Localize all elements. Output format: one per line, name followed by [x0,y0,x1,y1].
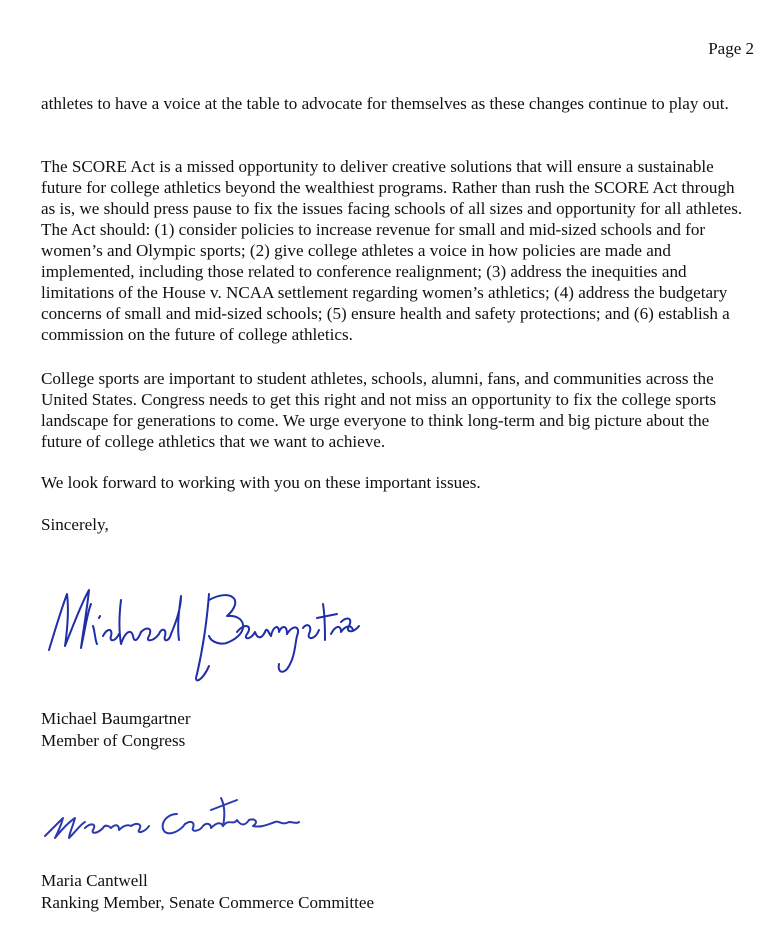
signature-1-image [41,570,361,700]
sign-off: Sincerely, [41,515,109,534]
page-number: Page 2 [708,39,754,58]
signature-michael-baumgartner [41,570,361,700]
paragraph-closing: We look forward to working with you on these important issues. [41,473,481,492]
paragraph-athletes-voice: athletes to have a voice at the table to advocate for themselves as these changes continue to play out. [41,94,729,113]
paragraph-college-sports: College sports are important to student athletes, schools, alumni, fans, and communities across the United States. Congress needs to get this right and not miss an opportunity to fix the college sports landscape for generations to come. We urge everyone to think long-term and big picture about the future of college athletics that we want to achieve. [41,369,717,451]
signatory-2-title: Ranking Member, Senate Commerce Committee [41,893,375,912]
signatory-1-title: Member of Congress [41,731,186,750]
signature-maria-cantwell [41,792,301,852]
signatory-1-name: Michael Baumgartner [41,709,191,728]
signatory-2-name: Maria Cantwell [41,871,148,890]
paragraph-score-act: The SCORE Act is a missed opportunity to deliver creative solutions that will ensure a sustainable future for college athletics beyond the wealthiest programs. Rather than rush the SCORE Act through as is, we should press pause to fix the issues facing schools of all sizes and opportunity for all athletes. The Act should: (1) consider policies to increase revenue for small and mid-sized schools and for women’s and Olympic sports; (2) give college athletes a voice in how policies are made and implemented, including those related to conference realignment; (3) address the inequities and limitations of the House v. NCAA settlement regarding women’s athletics; (4) address the budgetary concerns of small and mid-sized schools; (5) ensure health and safety protections; and (6) establish a commission on the future of college athletics. [41,157,743,344]
signature-2-image [41,792,301,852]
